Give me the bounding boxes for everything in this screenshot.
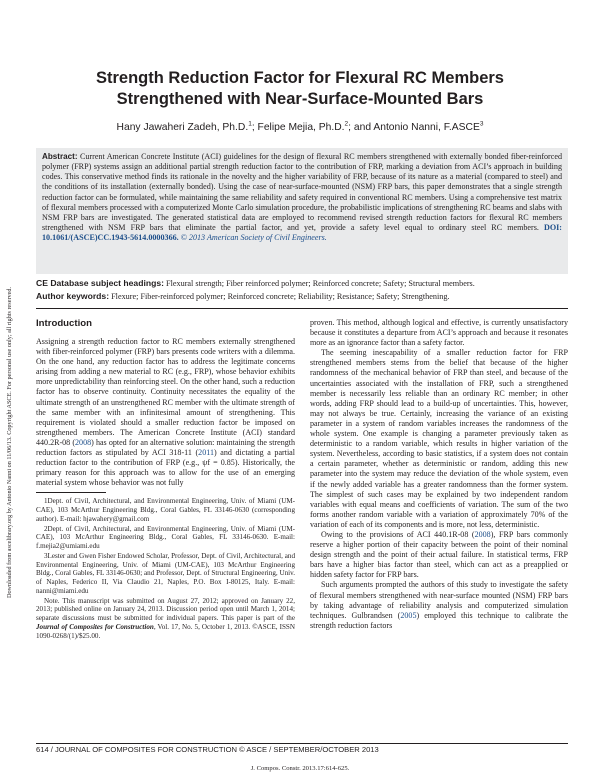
abstract-label: Abstract: xyxy=(42,152,78,161)
ref-aci-440-2r[interactable]: 2008 xyxy=(75,437,92,447)
author-1-affil: 1 xyxy=(248,120,252,128)
author-2: ; Felipe Mejia, Ph.D. xyxy=(251,122,345,133)
footnote-2: 2Dept. of Civil, Architectural, and Environmental Engineering, Univ. of Miami (UM-CAE), 103 McArthur Engineering Bldg., Coral Gables, FL 33146-0630. E-mail: f.mejia2@umiami.edu xyxy=(36,524,295,551)
footnote-1: 1Dept. of Civil, Architectural, and Environmental Engineering, Univ. of Miami (UM-CAE), 103 McArthur Engineering Bldg., Coral Gables, FL 33146-0630 (corresponding author). E-mail: hjawahery@gmail.com xyxy=(36,497,295,523)
author-keywords-label: Author keywords: xyxy=(36,291,110,301)
p2-text-a: Owing to the provisions of ACI 440.1R-08 ( xyxy=(321,529,475,539)
author-list xyxy=(40,121,560,134)
subject-headings-label: CE Database subject headings: xyxy=(36,278,164,288)
ref-aci-440-1r[interactable]: 2008 xyxy=(474,529,491,539)
ref-gulbrandsen[interactable]: 2005 xyxy=(400,610,417,620)
p3-text-b: ) employed this technique to calibrate the strength reduction factors xyxy=(310,610,568,630)
intro-text-a: Assigning a strength reduction factor to RC members externally strengthened with fiber-reinforced polymer (FRP) bars presents code writers with a dilemma. On the one hand, any reduction factor has to address the legitimate concerns arising from adding a new material to RC (e.g., FRP), whose behavior exhibits more unpredictability than reinforcing steel. On the other hand, such a reduction factor has to observe continuity. Continuity necessitates the equality of the ultimate strength of an unstrengthened RC member with the ultimate strength of the same member with an infinitesimal amount of strengthening. This requirement is violated should a smaller reduction factor be imposed on strengthened members. The American Concrete Institute (ACI) standard 440.2R-08 ( xyxy=(36,337,295,447)
introduction-heading: Introduction xyxy=(36,318,92,329)
author-2-affil: 2 xyxy=(344,120,349,128)
left-column xyxy=(36,318,295,740)
right-paragraph-3 xyxy=(310,580,568,630)
journal-name: Journal of Composites for Construction xyxy=(36,622,154,631)
submission-note xyxy=(36,597,295,641)
citation-line: J. Compos. Constr. 2013.17:614-625. xyxy=(250,765,350,772)
intro-text-c: ) and dictating a partial reduction factor to the contribution of FRP (e.g., ψf = 0.85). Historically, the primary reason for this approach was to allow for the use of an emerging material system whose behavior was not fully xyxy=(36,448,295,488)
section-divider xyxy=(36,308,568,309)
title-line-2: Strengthened with Near-Surface-Mounted Bars xyxy=(116,90,484,108)
right-paragraph-1: The seeming inescapability of a smaller reduction factor for FRP strengthened members stems from the belief that because of the higher randomness of the mechanical behavior of FRP than steel, and because of the uncertainties associated with the installation of FRP, such a strengthened member is necessarily less reliable than an ordinary RC member; in other words, adding FRP should lead to a build-up of uncertainties. This, however, may not always be true. Certainly, increasing the variance of an existing parameter in a system of random variables increases the randomness of the whole system. One example is changing a parameter previously taken as deterministic to a random variable, which results in higher variation of the system. Nevertheless, according to basic statistics, if a system does not contain a certain parameter, whether as deterministic or random, adding this new parameter into the system may reduce the deviation of the whole system, even if the newly added variable has a greater randomness than the former system. The simplest of such cases may be explained by two independent random variables with equal means and coefficients of variation. The sum of the two forms another random variable with a variation of approximately 70% of the variation of each of its components and is more, not less, deterministic. xyxy=(310,348,568,529)
author-1: Hany Jawaheri Zadeh, Ph.D. xyxy=(116,122,249,133)
ref-aci-318[interactable]: 2011 xyxy=(198,448,214,458)
intro-paragraph xyxy=(36,337,295,488)
p3-text-a: Such arguments prompted the authors of this study to investigate the safety of flexural members strengthened with near-surface mounted (NSM) FRP bars by taking advantage of reliability analysis and computerized simulation techniques. Gulbrandsen ( xyxy=(310,580,568,620)
page-footer: 614 / JOURNAL OF COMPOSITES FOR CONSTRUCTION © ASCE / SEPTEMBER/OCTOBER 2013 xyxy=(36,745,379,754)
paper-title xyxy=(40,68,560,110)
footnote-3: 3Lester and Gwen Fisher Endowed Scholar, Professor, Dept. of Civil, Architectural, and Environmental Engineering, Univ. of Miami (UM-CAE), 103 McArthur Engineering Bldg., Coral Gables, FL 33146-0630; and Professor, Dept. of Structural Engineering, Univ. of Naples, Federico II, Via Claudio 21, Naples, P.O. Box I-80125, Italy. E-mail: nanni@miami.edu xyxy=(36,551,295,595)
right-paragraph-0: proven. This method, although logical and effective, is currently unsatisfactory because it constitutes a departure from ACI’s approach and because it resonates more as an ignorance factor than a safety factor. xyxy=(310,318,568,348)
copyright-notice: © 2013 American Society of Civil Engineers. xyxy=(178,233,327,243)
abstract-box xyxy=(36,148,568,274)
subject-headings xyxy=(36,278,568,289)
right-paragraph-2 xyxy=(310,530,568,580)
subject-headings-text: Flexural strength; Fiber reinforced polymer; Reinforced concrete; Safety; Structural members. xyxy=(164,279,475,288)
author-3-affil: 3 xyxy=(479,120,484,128)
author-3: ; and Antonio Nanni, F.ASCE xyxy=(348,122,480,133)
footnotes xyxy=(36,497,295,640)
footer-divider xyxy=(36,743,568,744)
note-text-a: Note. This manuscript was submitted on August 27, 2012; approved on January 22, 2013; published online on January 24, 2013. Discussion period open until March 1, 2014; separate discussions must be submitted for individual papers. This paper is part of the xyxy=(36,596,295,623)
doi-link[interactable]: DOI: 10.1061/(ASCE)CC.1943-5614.0000366. xyxy=(42,223,562,243)
download-notice: Downloaded from ascelibrary.org by Antonio Nanni on 11/06/13. Copyright ASCE. For personal use only; all rights reserved. xyxy=(6,287,13,598)
p2-text-b: ), FRP bars commonly reserve a higher portion of their capacity between the point of their nominal design strength and the point of their actual failure. In statistical terms, FRP bars have a higher bias factor than steel, which can act as a preapplied or hidden safety factor for FRP bars. xyxy=(310,529,568,580)
author-keywords-text: Flexure; Fiber-reinforced polymer; Reinforced concrete; Reliability; Resistance; Safety; Strengthening. xyxy=(109,292,450,301)
abstract-text: Current American Concrete Institute (ACI) guidelines for the design of flexural RC members strengthened with externally bonded fiber-reinforced polymer (FRP) systems assign an additional partial strength reduction factor to the contribution of FRP, marking a deviation from ACI’s approach in building codes. This conservative method finds its rationale in the novelty and the higher variability of FRP, because of its nature as a material (compared to steel) and the conditions of its installation (externally bonded). Using the case of near-surface-mounted (NSM) FRP bars, this paper demonstrates that a single strength reduction factor can be formulated, while maintaining the same reliability and safety required in conventional RC members. Using a comprehensive test matrix of flexural members processed with a computerized Monte Carlo simulation procedure, the probabilistic implications of strengthening RC beams and slabs with NSM FRP bars are investigated. The generated statistical data are employed to recommend revised strength reduction factors for flexural RC members strengthened with NSM FRP bars that eliminate the partial factor, and yet, provide a safety level equal to ordinary steel RC members. xyxy=(42,152,562,233)
intro-text-b: ) has opted for an alternative solution: maintaining the strength reduction factors as stipulated by ACI 318-11 ( xyxy=(36,437,295,458)
right-column xyxy=(310,318,568,740)
author-keywords xyxy=(36,291,568,302)
footnote-rule xyxy=(36,492,106,493)
note-text-b: , Vol. 17, No. 5, October 1, 2013. ©ASCE, ISSN 1090-0268/(1)/$25.00. xyxy=(36,622,295,640)
title-line-1: Strength Reduction Factor for Flexural RC Members xyxy=(96,69,504,87)
